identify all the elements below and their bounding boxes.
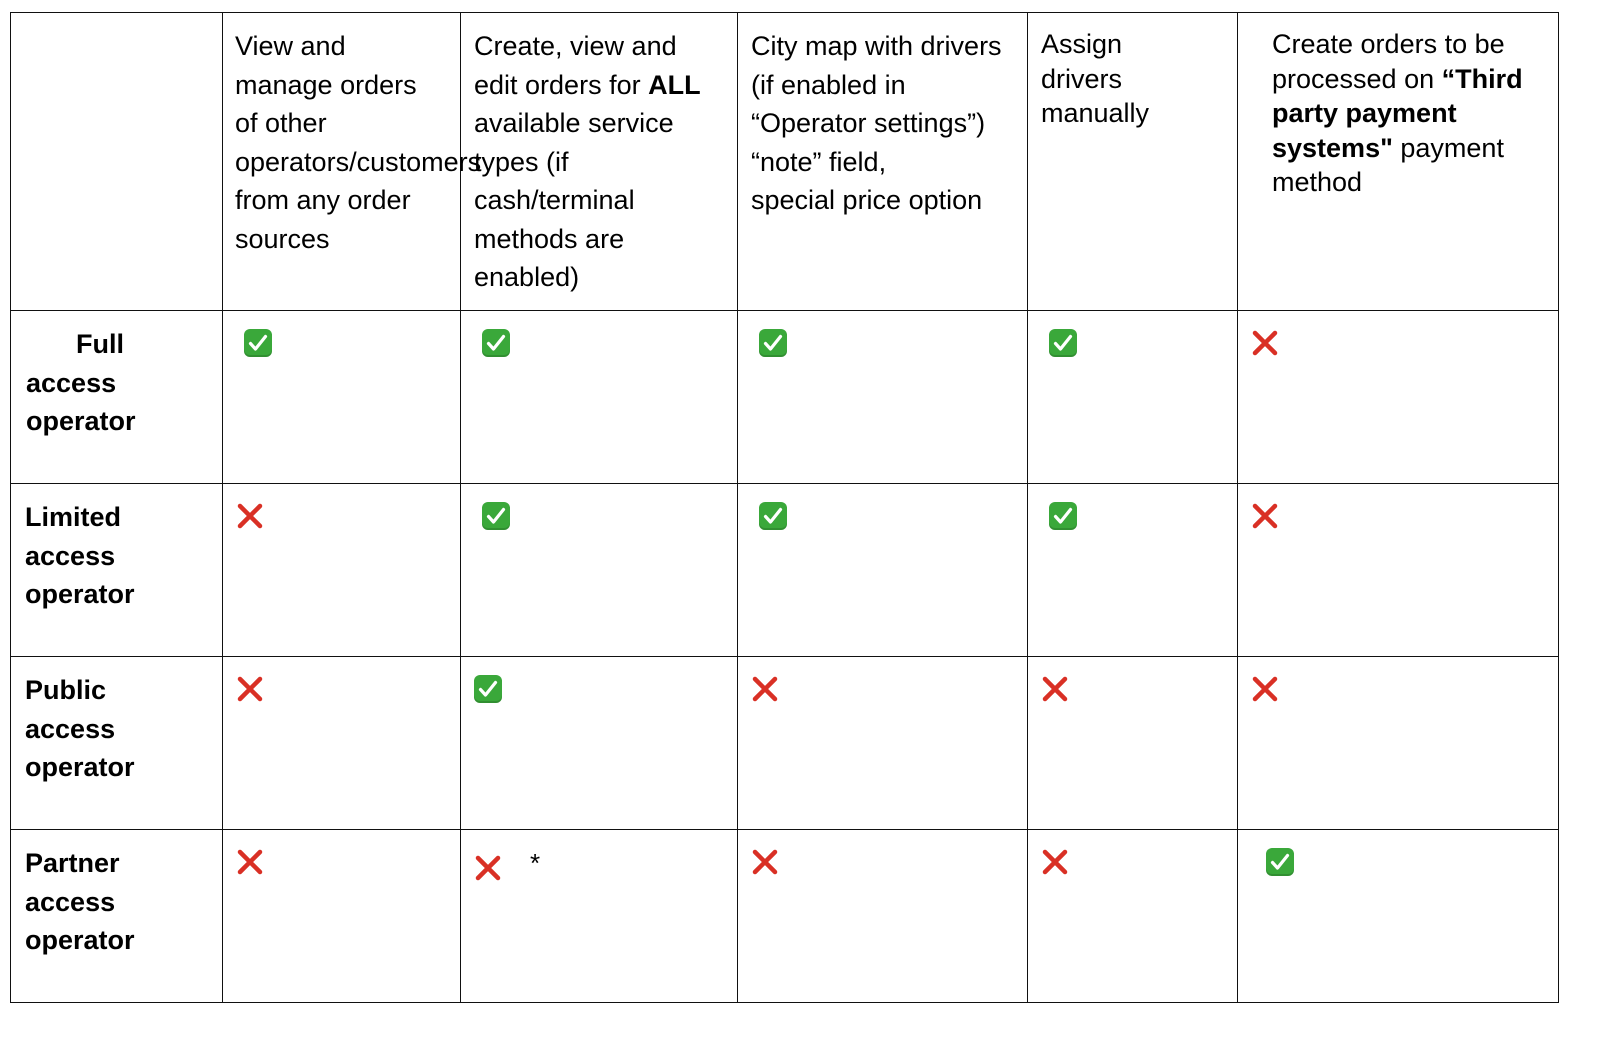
- white-check-mark-icon: [759, 329, 787, 357]
- table-cell: [738, 311, 1028, 484]
- table-cell: [461, 657, 738, 830]
- header-line: “note” field,: [751, 146, 887, 177]
- header-cell-third-party: [1238, 13, 1559, 311]
- header-line: (if enabled in: [751, 69, 906, 100]
- table-cell: [223, 311, 461, 484]
- cross-mark-icon: [236, 502, 264, 530]
- header-text: [474, 27, 726, 297]
- header-cell-assign-drivers: [1028, 13, 1238, 311]
- cross-mark-icon: [1251, 329, 1279, 357]
- header-text-part: Create, view and edit orders for: [474, 31, 677, 100]
- white-check-mark-icon: [474, 675, 502, 703]
- cross-mark-icon: [1251, 502, 1279, 530]
- row-label: Full access operator: [26, 329, 136, 436]
- cross-mark-icon: [1041, 675, 1069, 703]
- white-check-mark-icon: [1266, 848, 1294, 876]
- table-cell: [461, 830, 738, 1003]
- header-text-bold: “Third party payment systems": [1272, 63, 1523, 163]
- table-cell: [223, 657, 461, 830]
- header-text: View and manage orders of other operators/customers from any order sources: [235, 31, 482, 254]
- permissions-table: [10, 12, 1559, 1003]
- cross-mark-icon: [751, 675, 779, 703]
- table-cell: [461, 311, 738, 484]
- cross-mark-icon: [1041, 848, 1069, 876]
- white-check-mark-icon: [759, 502, 787, 530]
- header-line: City map with drivers: [751, 31, 1002, 61]
- header-text-part: payment method: [1272, 132, 1504, 197]
- header-cell-create-view-edit: [461, 13, 738, 311]
- corner-cell: [11, 13, 223, 311]
- table-row: [11, 484, 1559, 657]
- table-cell: [1028, 311, 1238, 484]
- table-cell: [1238, 830, 1559, 1003]
- table-cell: [1238, 484, 1559, 657]
- row-label-cell: [11, 830, 223, 1003]
- header-text-part: available service types (if cash/terminal methods are enabled): [474, 108, 674, 292]
- header-cell-city-map: [738, 13, 1028, 311]
- row-label: Public access operator: [25, 675, 135, 782]
- table-cell: [1028, 657, 1238, 830]
- white-check-mark-icon: [482, 502, 510, 530]
- row-label: Partner access operator: [25, 848, 135, 955]
- cross-mark-icon: [751, 848, 779, 876]
- white-check-mark-icon: [482, 329, 510, 357]
- table-cell: [1028, 830, 1238, 1003]
- table-cell: [223, 484, 461, 657]
- table-cell: [738, 484, 1028, 657]
- table-row: [11, 657, 1559, 830]
- table-cell: [461, 484, 738, 657]
- header-cell-view-manage: [223, 13, 482, 311]
- table-row: [11, 830, 1559, 1003]
- header-line: special price option: [751, 185, 983, 215]
- cross-mark-icon: [236, 675, 264, 703]
- cross-mark-icon: [474, 854, 502, 882]
- row-label-cell: [11, 484, 223, 657]
- cross-mark-icon: [1251, 675, 1279, 703]
- table-cell: [223, 830, 461, 1003]
- row-label: Limited access operator: [25, 502, 135, 609]
- cross-mark-icon: [236, 848, 264, 876]
- white-check-mark-icon: [1049, 502, 1077, 530]
- header-line: “Operator settings”): [751, 108, 986, 138]
- header-text: Assign drivers manually: [1041, 29, 1150, 128]
- row-label-cell: [11, 311, 223, 484]
- table-row: [11, 311, 1559, 484]
- row-label-cell: [11, 657, 223, 830]
- header-text: [1272, 27, 1542, 200]
- table-cell: [738, 830, 1028, 1003]
- table-cell: [1238, 657, 1559, 830]
- header-text-part: Create orders to be processed on: [1272, 29, 1505, 94]
- header-text-bold: ALL: [648, 69, 701, 100]
- white-check-mark-icon: [244, 329, 272, 357]
- table-cell: [1028, 484, 1238, 657]
- footnote-marker: *: [530, 848, 541, 878]
- white-check-mark-icon: [1049, 329, 1077, 357]
- header-row: [11, 13, 1559, 311]
- table-cell: [1238, 311, 1559, 484]
- table-cell: [738, 657, 1028, 830]
